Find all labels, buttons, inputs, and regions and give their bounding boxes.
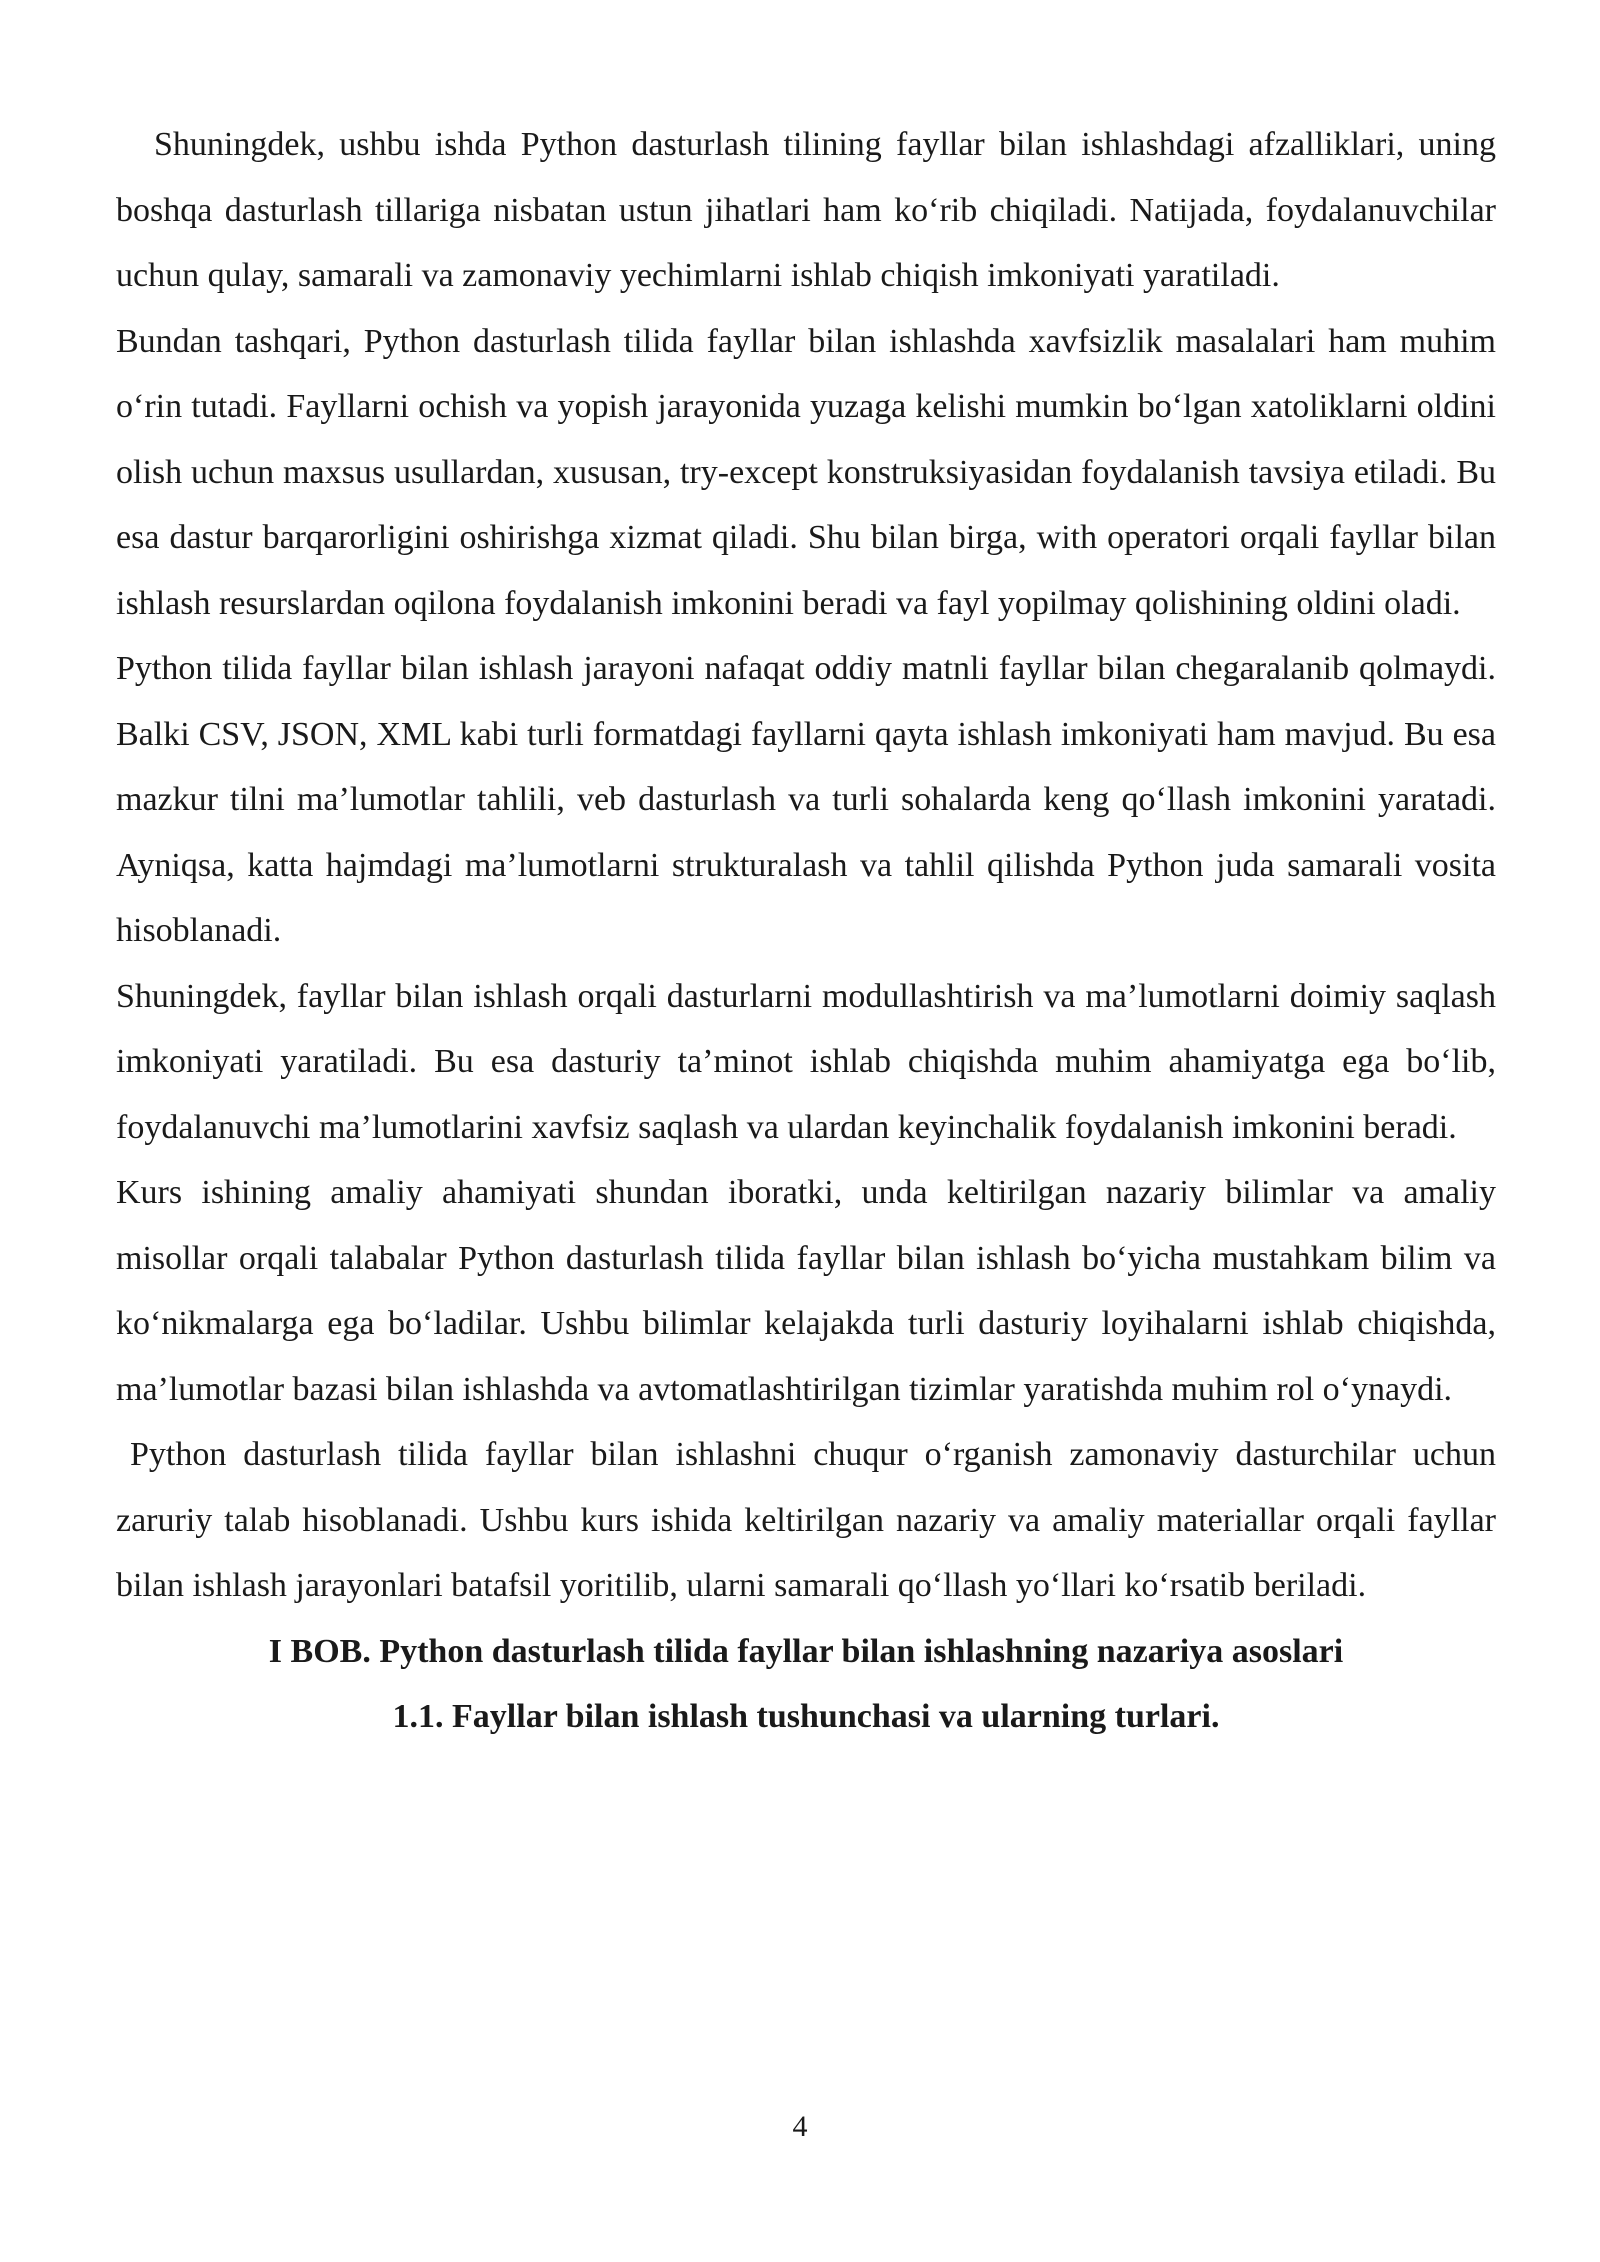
paragraph-security: Bundan tashqari, Python dasturlash tilida fayllar bilan ishlashda xavfsizlik masalalari ham muhim o‘rin tutadi. Fayllarni ochish va yopish jarayonida yuzaga kelishi mumkin bo‘lgan xatoliklarni oldini olish uchun maxsus usullardan, xususan, try-except konstruksiyasidan foydalanish tavsiya etiladi. Bu esa dastur barqarorligini oshirishga xizmat qiladi. Shu bilan birga, with operatori orqali fayllar bilan ishlash resurslardan oqilona foydalanish imkonini beradi va fayl yopilmay qolishining oldini oladi. <box>116 322 1496 622</box>
paragraph-practical-significance: Kurs ishining amaliy ahamiyati shundan iboratki, unda keltirilgan nazariy bilimlar va amaliy misollar orqali talabalar Python dasturlash tilida fayllar bilan ishlash bo‘yicha mustahkam bilim va ko‘nikmalarga ega bo‘ladilar. Ushbu bilimlar kelajakda turli dasturiy loyihalarni ishlab chiqishda, ma’lumotlar bazasi bilan ishlashda va avtomatlashtirilgan tizimlar yaratishda muhim rol o‘ynaydi. <box>116 1174 1496 1408</box>
chapter-heading: I BOB. Python dasturlash tilida fayllar bilan ishlashning nazariya asoslari <box>268 1632 1344 1670</box>
paragraph-modularization: Shuningdek, fayllar bilan ishlash orqali dasturlarni modullashtirish va ma’lumotlarni doimiy saqlash imkoniyati yaratiladi. Bu esa dasturiy ta’minot ishlab chiqishda muhim ahamiyatga ega bo‘lib, foydalanuvchi ma’lumotlarini xavfsiz saqlash va ulardan keyinchalik foydalanish imkonini beradi. <box>116 977 1496 1146</box>
paragraph-advantages: Shuningdek, ushbu ishda Python dasturlash tilining fayllar bilan ishlashdagi afzalliklari, uning boshqa dasturlash tillariga nisbatan ustun jihatlari ham ko‘rib chiqiladi. Natijada, foydalanuvchilar uchun qulay, samarali va zamonaviy yechimlarni ishlab chiqish imkoniyati yaratiladi. <box>116 126 1496 294</box>
section-heading: 1.1. Fayllar bilan ishlash tushunchasi va ularning turlari. <box>392 1698 1220 1735</box>
document-page <box>116 112 1496 1750</box>
page-number: 4 <box>792 2110 808 2143</box>
paragraph-conclusion: Python dasturlash tilida fayllar bilan ishlashni chuqur o‘rganish zamonaviy dasturchilar uchun zaruriy talab hisoblanadi. Ushbu kurs ishida keltirilgan nazariy va amaliy materiallar orqali fayllar bilan ishlash jarayonlari batafsil yoritilib, ularni samarali qo‘llash yo‘llari ko‘rsatib beriladi. <box>116 1436 1496 1604</box>
paragraph-file-formats: Python tilida fayllar bilan ishlash jarayoni nafaqat oddiy matnli fayllar bilan chegaralanib qolmaydi. Balki CSV, JSON, XML kabi turli formatdagi fayllarni qayta ishlash imkoniyati ham mavjud. Bu esa mazkur tilni ma’lumotlar tahlili, veb dasturlash va turli sohalarda keng qo‘llash imkonini yaratadi. Ayniqsa, katta hajmdagi ma’lumotlarni strukturalash va tahlil qilishda Python juda samarali vosita hisoblanadi. <box>116 650 1496 949</box>
